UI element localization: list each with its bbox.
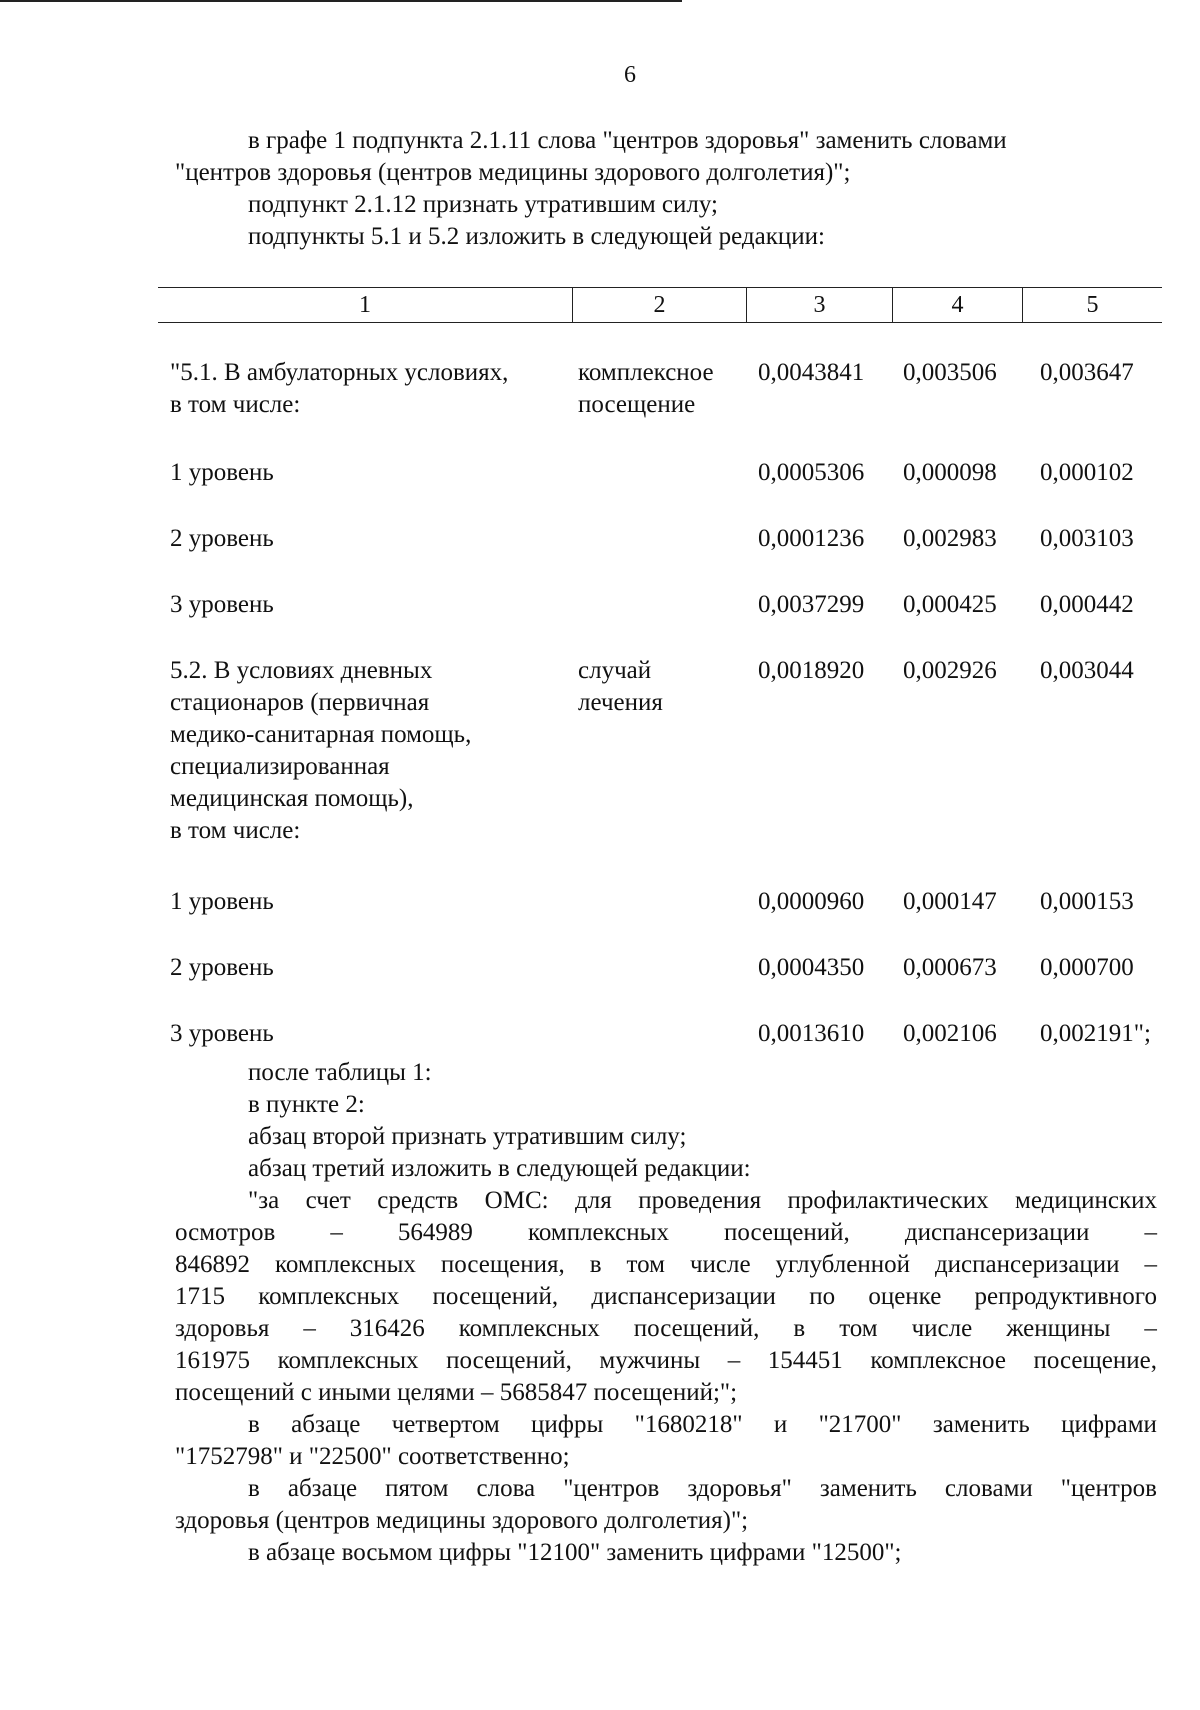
word: счет [305, 1187, 351, 1214]
word: здоровья" [687, 1475, 792, 1502]
word: посещение, [1033, 1347, 1157, 1374]
table-cell-c3: 0,0001236 [758, 525, 865, 552]
table-cell-c4: 0,000425 [903, 591, 997, 618]
table-cell-c5: 0,002191"; [1040, 1020, 1151, 1047]
word: заменить [932, 1411, 1030, 1438]
word: комплексное [870, 1347, 1006, 1374]
word: абзаце [287, 1475, 358, 1502]
word: посещения, [440, 1251, 565, 1278]
word: "за [248, 1187, 280, 1214]
table-cell-c4: 0,000147 [903, 888, 997, 915]
word: углубленной [775, 1251, 910, 1278]
word: цифры [531, 1411, 604, 1438]
word: медицинских [1015, 1187, 1157, 1214]
word: словами [944, 1475, 1033, 1502]
word: "центров [1060, 1475, 1157, 1502]
word: посещений, [432, 1283, 559, 1310]
table-cell-c1-line: в том числе: [170, 391, 301, 418]
table-cell-c5: 0,000153 [1040, 888, 1134, 915]
table-cell-c5: 0,003103 [1040, 525, 1134, 552]
word: женщины [1006, 1315, 1111, 1342]
word: том [626, 1251, 665, 1278]
table-cell-c5: 0,003044 [1040, 657, 1134, 684]
table-cell-c1-line: "5.1. В амбулаторных условиях, [170, 359, 509, 386]
word: комплексных [274, 1251, 416, 1278]
table-cell-c5: 0,000442 [1040, 591, 1134, 618]
quote-block-line [175, 1249, 1157, 1281]
word: слова [476, 1475, 536, 1502]
table-cell-c1-line: 2 уровень [170, 525, 274, 552]
word: для [575, 1187, 612, 1214]
table-cell-c4: 0,002926 [903, 657, 997, 684]
table-cell-c3: 0,0043841 [758, 359, 865, 386]
word: комплексных [277, 1347, 419, 1374]
table-cell-c5: 0,000700 [1040, 954, 1134, 981]
word: – [1144, 1315, 1157, 1342]
after-l3: абзац второй признать утратившим силу; [248, 1123, 687, 1150]
table-cell-c4: 0,002106 [903, 1020, 997, 1047]
word: профилактических [787, 1187, 989, 1214]
table-cell-c1-line: 1 уровень [170, 459, 274, 486]
word: и [773, 1411, 788, 1438]
word: – [1144, 1219, 1157, 1246]
word: пятом [385, 1475, 449, 1502]
table-cell-c3: 0,0037299 [758, 591, 865, 618]
quote-block-line [248, 1185, 1157, 1217]
after-l4: абзац третий изложить в следующей редакции: [248, 1155, 751, 1182]
word: средств [377, 1187, 459, 1214]
intro-p1-line2: "центров здоровья (центров медицины здорового долголетия)"; [175, 159, 851, 186]
table-cell-c1-line: медико-санитарная помощь, [170, 721, 472, 748]
table-cell-c1-line: 3 уровень [170, 591, 274, 618]
word: четвертом [391, 1411, 500, 1438]
table-cell-c2-line: посещение [578, 391, 696, 418]
word: – [330, 1219, 343, 1246]
word: ОМС: [484, 1187, 549, 1214]
word: – [727, 1347, 741, 1374]
paragraph-6: в абзаце восьмом цифры "12100" заменить цифрами "12500"; [248, 1539, 902, 1566]
table-header [158, 287, 1162, 323]
p5-block-line [248, 1473, 1157, 1505]
word: посещений, [633, 1315, 760, 1342]
table-cell-c1-line: 3 уровень [170, 1020, 274, 1047]
word: в [248, 1475, 260, 1502]
word: "1680218" [634, 1411, 743, 1438]
word: в [589, 1251, 602, 1278]
word: числе [911, 1315, 973, 1342]
table-cell-c2-line: случай [578, 657, 652, 684]
word: 316426 [349, 1315, 425, 1342]
after-l2: в пункте 2: [248, 1091, 365, 1118]
word: диспансеризации [934, 1251, 1120, 1278]
word: комплексных [258, 1283, 400, 1310]
word: "21700" [818, 1411, 902, 1438]
scan-edge-line [0, 0, 682, 2]
table-cell-c2-line: лечения [578, 689, 663, 716]
intro-p3: подпункты 5.1 и 5.2 изложить в следующей редакции: [248, 223, 825, 250]
word: мужчины [599, 1347, 701, 1374]
table-cell-c3: 0,0005306 [758, 459, 865, 486]
header-col-5: 5 [1022, 288, 1162, 322]
table-cell-c2-line: комплексное [578, 359, 714, 386]
word: комплексных [458, 1315, 600, 1342]
header-col-1: 1 [359, 292, 371, 318]
word: 1715 [175, 1283, 225, 1310]
table-cell-c3: 0,0000960 [758, 888, 865, 915]
word: абзаце [291, 1411, 361, 1438]
p4-block-line [248, 1409, 1157, 1441]
table-cell-c4: 0,003506 [903, 359, 997, 386]
table-cell-c4: 0,002983 [903, 525, 997, 552]
word: оценке [868, 1283, 942, 1310]
word: проведения [638, 1187, 762, 1214]
table-cell-c5: 0,000102 [1040, 459, 1134, 486]
table-cell-c4: 0,000673 [903, 954, 997, 981]
page-number: 6 [624, 62, 636, 88]
quote-block-line [175, 1281, 1157, 1313]
word: репродуктивного [974, 1283, 1157, 1310]
table-cell-c1-line: медицинская помощь), [170, 785, 414, 812]
word: в [793, 1315, 806, 1342]
quote-block-line [175, 1217, 1157, 1249]
quote-block-line [175, 1313, 1157, 1345]
word: – [1144, 1251, 1157, 1278]
word: по [809, 1283, 836, 1310]
word: числе [689, 1251, 751, 1278]
table-cell-c5: 0,003647 [1040, 359, 1134, 386]
word: посещений, [446, 1347, 572, 1374]
word: заменить [819, 1475, 917, 1502]
word: – [303, 1315, 316, 1342]
word: 846892 [175, 1251, 250, 1278]
word: диспансеризации [591, 1283, 776, 1310]
intro-p1-line1: в графе 1 подпункта 2.1.11 слова "центров здоровья" заменить словами [248, 127, 1007, 154]
table-cell-c1-line: 2 уровень [170, 954, 274, 981]
paragraph-4-last: "1752798" и "22500" соответственно; [175, 1443, 570, 1470]
quote-block-line [175, 1345, 1157, 1377]
intro-p2: подпункт 2.1.12 признать утратившим силу; [248, 191, 718, 218]
word: 564989 [397, 1219, 473, 1246]
table-cell-c1-line: стационаров (первичная [170, 689, 430, 716]
header-col-4: 4 [892, 288, 1022, 322]
table-cell-c3: 0,0013610 [758, 1020, 865, 1047]
word: в [248, 1411, 260, 1438]
table-cell-c1-line: в том числе: [170, 817, 301, 844]
table-cell-c1-line: 5.2. В условиях дневных [170, 657, 433, 684]
table-cell-c1-line: специализированная [170, 753, 390, 780]
table-cell-c3: 0,0018920 [758, 657, 865, 684]
word: 154451 [767, 1347, 843, 1374]
after-l1: после таблицы 1: [248, 1059, 432, 1086]
table-cell-c4: 0,000098 [903, 459, 997, 486]
quote-last-line: посещений с иными целями – 5685847 посещений;"; [175, 1379, 738, 1406]
header-col-3: 3 [746, 288, 892, 322]
word: комплексных [527, 1219, 669, 1246]
table-cell-c3: 0,0004350 [758, 954, 865, 981]
word: том [839, 1315, 878, 1342]
word: осмотров [175, 1219, 276, 1246]
header-col-2: 2 [572, 288, 746, 322]
word: посещений, [724, 1219, 850, 1246]
paragraph-5-last: здоровья (центров медицины здорового долголетия)"; [175, 1507, 749, 1534]
word: цифрами [1061, 1411, 1157, 1438]
word: диспансеризации [904, 1219, 1090, 1246]
table-cell-c1-line: 1 уровень [170, 888, 274, 915]
word: здоровья [175, 1315, 270, 1342]
word: "центров [563, 1475, 660, 1502]
word: 161975 [175, 1347, 250, 1374]
